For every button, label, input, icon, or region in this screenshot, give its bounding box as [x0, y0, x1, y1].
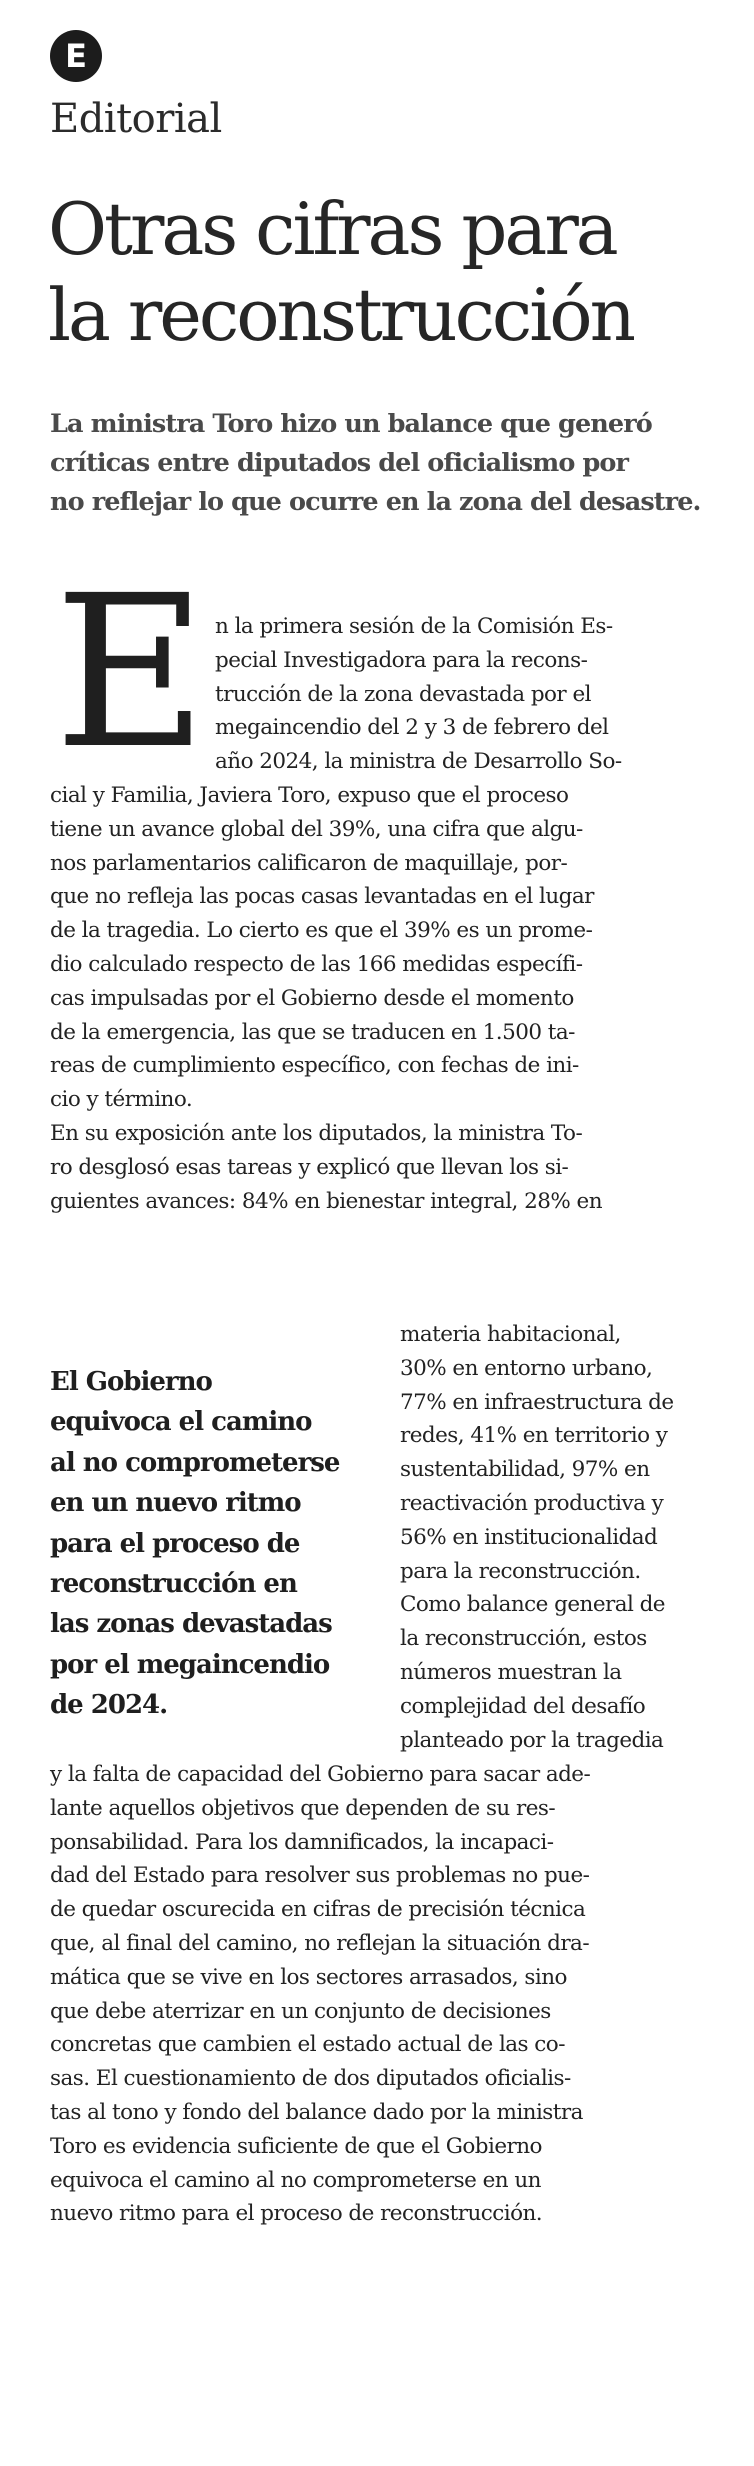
pull-quote: [50, 1362, 390, 1726]
pull-quote-line: en un nuevo ritmo: [50, 1488, 301, 1519]
body-line: nos parlamentarios calificaron de maquillaje, por-: [50, 850, 568, 876]
body-line: cio y término.: [50, 1087, 193, 1113]
body-line: pecial Investigadora para la recons-: [215, 647, 588, 673]
body-line: de la emergencia, las que se traducen en 1.500 ta-: [50, 1019, 575, 1045]
body-line: En su exposición ante los diputados, la ministra To-: [50, 1120, 583, 1146]
body-line: redes, 41% en territorio y: [400, 1423, 668, 1449]
pull-quote-line: las zonas devastadas: [50, 1609, 332, 1640]
body-line: 56% en institucionalidad: [400, 1524, 658, 1550]
body-line: reas de cumplimiento específico, con fechas de ini-: [50, 1053, 579, 1079]
pull-quote-line: El Gobierno: [50, 1367, 212, 1397]
pull-quote-line: para el proceso de: [50, 1528, 300, 1559]
dek-line: críticas entre diputados del oficialismo por: [50, 448, 629, 478]
body-line: tiene un avance global del 39%, una cifra que algu-: [50, 816, 583, 842]
body-line: para la reconstrucción.: [400, 1558, 641, 1584]
body-line: planteado por la tragedia: [400, 1727, 664, 1753]
body-line: ponsabilidad. Para los damnificados, la incapaci-: [50, 1829, 554, 1855]
body-line: año 2024, la ministra de Desarrollo So-: [215, 749, 622, 775]
body-line: sas. El cuestionamiento de dos diputados oficialis-: [50, 2066, 571, 2092]
headline-line: Otras cifras para: [48, 187, 616, 271]
body-line: n la primera sesión de la Comisión Es-: [215, 614, 613, 639]
body-line: y la falta de capacidad del Gobierno para sacar ade-: [50, 1762, 591, 1787]
subheadline: [50, 405, 740, 522]
body-line: de la tragedia. Lo cierto es que el 39% es un prome-: [50, 918, 593, 944]
body-line: que, al final del camino, no reflejan la situación dra-: [50, 1930, 590, 1956]
body-line: de quedar oscurecida en cifras de precisión técnica: [50, 1897, 586, 1923]
body-line: 30% en entorno urbano,: [400, 1355, 653, 1381]
article-intro: [215, 610, 740, 779]
article-body-top: [50, 779, 740, 1218]
body-line: complejidad del desafío: [400, 1693, 646, 1719]
body-line: reactivación productiva y: [400, 1490, 664, 1516]
body-line: mática que se vive en los sectores arrasados, sino: [50, 1964, 567, 1990]
body-line: 77% en infraestructura de: [400, 1389, 674, 1415]
pull-quote-line: al no comprometerse: [50, 1447, 340, 1478]
body-line: nuevo ritmo para el proceso de reconstrucción.: [50, 2201, 543, 2227]
body-line: cas impulsadas por el Gobierno desde el momento: [50, 985, 574, 1011]
body-line: que debe aterrizar en un conjunto de decisiones: [50, 1998, 551, 2024]
section-label: Editorial: [50, 96, 222, 142]
dek-line: La ministra Toro hizo un balance que generó: [50, 409, 652, 439]
body-line: que no refleja las pocas casas levantadas en el lugar: [50, 884, 594, 910]
article-body-bottom: [50, 1758, 740, 2231]
headline: [48, 186, 728, 358]
body-line: ro desglosó esas tareas y explicó que llevan los si-: [50, 1154, 569, 1180]
pull-quote-line: por el megaincendio: [50, 1649, 330, 1680]
body-line: Como balance general de: [400, 1592, 665, 1618]
pull-quote-line: equivoca el camino: [50, 1407, 312, 1438]
headline-line: la reconstrucción: [48, 273, 633, 357]
body-line: la reconstrucción, estos: [400, 1626, 647, 1652]
body-line: megaincendio del 2 y 3 de febrero del: [215, 715, 609, 741]
body-line: sustentabilidad, 97% en: [400, 1457, 650, 1483]
body-line: dio calculado respecto de las 166 medidas específi-: [50, 951, 583, 977]
body-line: tas al tono y fondo del balance dado por la ministra: [50, 2099, 583, 2125]
pull-quote-line: de 2024.: [50, 1690, 168, 1721]
body-line: equivoca el camino al no comprometerse en un: [50, 2167, 541, 2193]
body-line: guientes avances: 84% en bienestar integral, 28% en: [50, 1188, 602, 1214]
drop-cap: E: [54, 550, 208, 795]
body-line: lante aquellos objetivos que dependen de su res-: [50, 1795, 556, 1821]
section-badge: E: [50, 30, 102, 82]
body-line: concretas que cambien el estado actual de las co-: [50, 2032, 565, 2058]
body-line: materia habitacional,: [400, 1322, 621, 1347]
pull-quote-line: reconstrucción en: [50, 1568, 297, 1599]
body-line: cial y Familia, Javiera Toro, expuso que el proceso: [50, 783, 569, 808]
body-line: Toro es evidencia suficiente de que el Gobierno: [50, 2133, 542, 2159]
article-body-column: [400, 1318, 740, 1757]
body-line: trucción de la zona devastada por el: [215, 681, 591, 707]
dek-line: no reflejar lo que ocurre en la zona del desastre.: [50, 487, 701, 517]
body-line: números muestran la: [400, 1659, 622, 1685]
body-line: dad del Estado para resolver sus problemas no pue-: [50, 1863, 590, 1889]
